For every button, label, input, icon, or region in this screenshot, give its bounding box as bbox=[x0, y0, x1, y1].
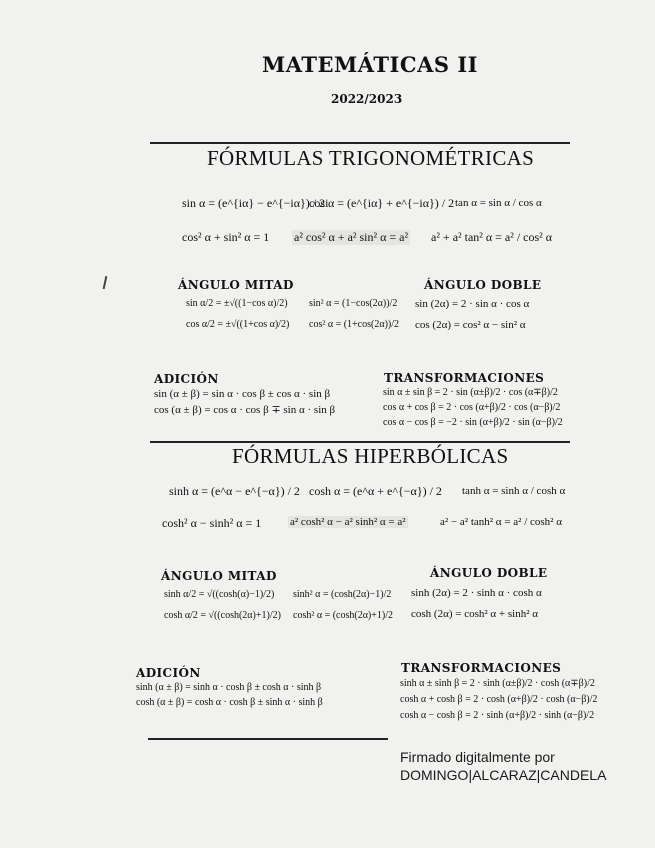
hyper-double-angle-label: ÁNGULO DOBLE bbox=[430, 566, 548, 580]
academic-year: 2022/2023 bbox=[331, 92, 403, 106]
trig-transform-label: TRANSFORMACIONES bbox=[384, 371, 545, 385]
trig-cos-squared: cos² α = (1+cos(2α))/2 bbox=[309, 319, 400, 330]
trig-double-cos: cos (2α) = cos² α − sin² α bbox=[415, 319, 526, 331]
trig-double-angle-label: ÁNGULO DOBLE bbox=[424, 278, 542, 292]
hyper-sinh-def: sinh α = (e^α − e^{−α}) / 2 bbox=[169, 484, 300, 498]
trig-sin-squared: sin² α = (1−cos(2α))/2 bbox=[309, 298, 398, 309]
hyper-sinh-squared: sinh² α = (cosh(2α)−1)/2 bbox=[293, 589, 392, 600]
trig-tan-def: tan α = sin α / cos α bbox=[455, 197, 542, 209]
signature-line-2: DOMINGO|ALCARAZ|CANDELA bbox=[400, 767, 607, 783]
hyper-identity-3: a² − a² tanh² α = a² / cosh² α bbox=[440, 516, 562, 528]
hyper-transform-2: cosh α + cosh β = 2 · cosh (α+β)/2 · cosh (α−β)/2 bbox=[400, 694, 598, 705]
trig-sin-def: sin α = (e^{iα} − e^{−iα}) / 2i bbox=[182, 196, 329, 210]
trig-addition-label: ADICIÓN bbox=[154, 372, 219, 386]
hyper-cosh-def: cosh α = (e^α + e^{−α}) / 2 bbox=[309, 484, 442, 498]
trig-identity-3: a² + a² tan² α = a² / cos² α bbox=[431, 230, 553, 244]
trig-cos-def: cos α = (e^{iα} + e^{−iα}) / 2 bbox=[309, 196, 455, 210]
hyper-transform-label: TRANSFORMACIONES bbox=[401, 661, 562, 675]
pen-mark bbox=[103, 276, 107, 289]
hyper-identity-1: cosh² α − sinh² α = 1 bbox=[162, 516, 262, 530]
trig-heading: FÓRMULAS TRIGONOMÉTRICAS bbox=[207, 146, 535, 170]
trig-identity-2: a² cos² α + a² sin² α = a² bbox=[294, 230, 409, 244]
hyper-addition-cosh: cosh (α ± β) = cosh α · cosh β ± sinh α · sinh β bbox=[136, 697, 323, 708]
hyper-transform-1: sinh α ± sinh β = 2 · sinh (α±β)/2 · cosh (α∓β)/2 bbox=[400, 678, 595, 689]
hyper-addition-label: ADICIÓN bbox=[136, 666, 201, 680]
trig-half-angle-label: ÁNGULO MITAD bbox=[178, 278, 294, 292]
trig-half-sin: sin α/2 = ±√((1−cos α)/2) bbox=[186, 298, 288, 309]
hyper-half-sinh: sinh α/2 = √((cosh(α)−1)/2) bbox=[164, 589, 275, 600]
hyper-identity-2: a² cosh² α − a² sinh² α = a² bbox=[290, 516, 406, 528]
hyper-heading: FÓRMULAS HIPERBÓLICAS bbox=[232, 444, 509, 468]
hyper-double-sinh: sinh (2α) = 2 · sinh α · cosh α bbox=[411, 587, 542, 599]
trig-addition-sin: sin (α ± β) = sin α · cos β ± cos α · sin β bbox=[154, 388, 331, 400]
hyper-half-angle-label: ÁNGULO MITAD bbox=[161, 569, 277, 583]
divider-top bbox=[150, 142, 570, 144]
hyper-transform-3: cosh α − cosh β = 2 · sinh (α+β)/2 · sinh (α−β)/2 bbox=[400, 710, 595, 721]
document-title: MATEMÁTICAS II bbox=[262, 52, 478, 77]
trig-transform-3: cos α − cos β = −2 · sin (α+β)/2 · sin (α−β)/2 bbox=[383, 417, 563, 428]
trig-transform-1: sin α ± sin β = 2 · sin (α±β)/2 · cos (α∓β)/2 bbox=[383, 387, 558, 398]
divider-middle bbox=[150, 441, 570, 443]
hyper-cosh-squared: cosh² α = (cosh(2α)+1)/2 bbox=[293, 610, 394, 621]
trig-addition-cos: cos (α ± β) = cos α · cos β ∓ sin α · sin β bbox=[154, 404, 336, 416]
hyper-tanh-def: tanh α = sinh α / cosh α bbox=[462, 485, 566, 497]
divider-bottom bbox=[148, 738, 388, 740]
trig-transform-2: cos α + cos β = 2 · cos (α+β)/2 · cos (α−β)/2 bbox=[383, 402, 561, 413]
signature-line-1: Firmado digitalmente por bbox=[400, 749, 555, 765]
trig-identity-1: cos² α + sin² α = 1 bbox=[182, 230, 270, 244]
trig-double-sin: sin (2α) = 2 · sin α · cos α bbox=[415, 298, 530, 310]
hyper-double-cosh: cosh (2α) = cosh² α + sinh² α bbox=[411, 608, 539, 620]
hyper-half-cosh: cosh α/2 = √((cosh(2α)+1)/2) bbox=[164, 610, 281, 621]
trig-half-cos: cos α/2 = ±√((1+cos α)/2) bbox=[186, 319, 290, 330]
hyper-addition-sinh: sinh (α ± β) = sinh α · cosh β ± cosh α · sinh β bbox=[136, 682, 322, 693]
